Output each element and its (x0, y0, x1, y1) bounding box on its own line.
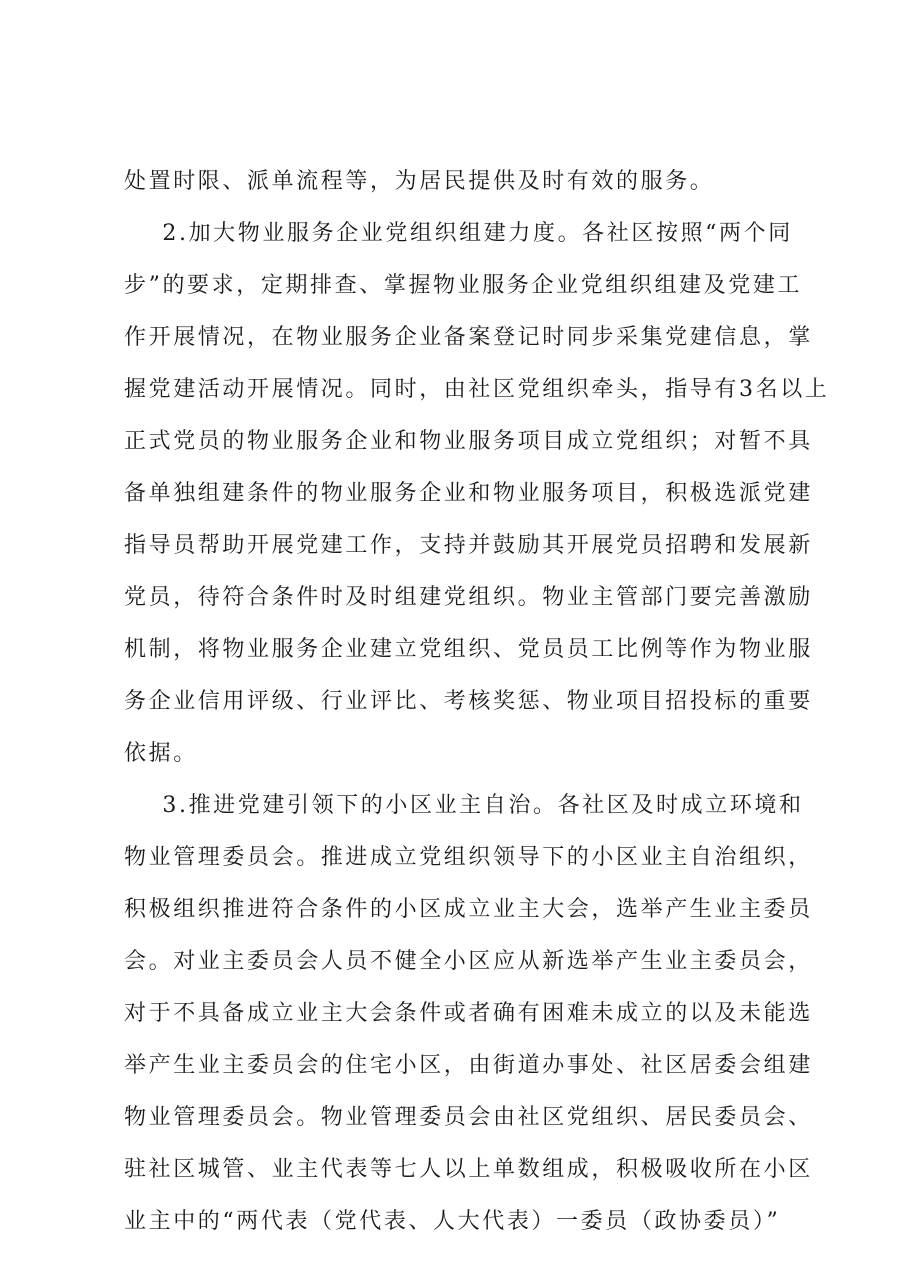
text-line: 党员，待符合条件时及时组建党组织。物业主管部门要完善激励 (124, 585, 813, 610)
text-line: 依据。 (124, 741, 198, 766)
text-line: 3.推进党建引领下的小区业主自治。各社区及时成立环境和 (124, 793, 804, 818)
text-line: 会。对业主委员会人员不健全小区应从新选举产生业主委员会， (124, 949, 813, 974)
text-line: 积极组织推进符合条件的小区成立业主大会，选举产生业主委员 (124, 897, 813, 922)
text-line: 业主中的“两代表（党代表、人大代表）一委员（政协委员）” (124, 1209, 781, 1234)
text-line: 作开展情况，在物业服务企业备案登记时同步采集党建信息，掌 (124, 325, 813, 350)
text-line: 处置时限、派单流程等，为居民提供及时有效的服务。 (124, 169, 715, 194)
text-line: 握党建活动开展情况。同时，由社区党组织牵头，指导有3名以上 (124, 377, 830, 402)
text-line: 对于不具备成立业主大会条件或者确有困难未成立的以及未能选 (124, 1001, 813, 1026)
text-line: 举产生业主委员会的住宅小区，由街道办事处、社区居委会组建 (124, 1053, 813, 1078)
text-line: 正式党员的物业服务企业和物业服务项目成立党组织；对暂不具 (124, 429, 813, 454)
text-line: 指导员帮助开展党建工作，支持并鼓励其开展党员招聘和发展新 (124, 533, 813, 558)
document-body (124, 160, 830, 1252)
text-line: 物业管理委员会。推进成立党组织领导下的小区业主自治组织， (124, 845, 813, 870)
text-line: 机制，将物业服务企业建立党组织、党员员工比例等作为物业服 (124, 637, 813, 662)
text-line: 务企业信用评级、行业评比、考核奖惩、物业项目招投标的重要 (124, 689, 813, 714)
text-line: 2.加大物业服务企业党组织组建力度。各社区按照“两个同 (124, 221, 793, 246)
text-line: 驻社区城管、业主代表等七人以上单数组成，积极吸收所在小区 (124, 1157, 813, 1182)
text-line: 备单独组建条件的物业服务企业和物业服务项目，积极选派党建 (124, 481, 813, 506)
text-line: 步”的要求，定期排查、掌握物业服务企业党组织组建及党建工 (124, 273, 803, 298)
text-line: 物业管理委员会。物业管理委员会由社区党组织、居民委员会、 (124, 1105, 813, 1130)
